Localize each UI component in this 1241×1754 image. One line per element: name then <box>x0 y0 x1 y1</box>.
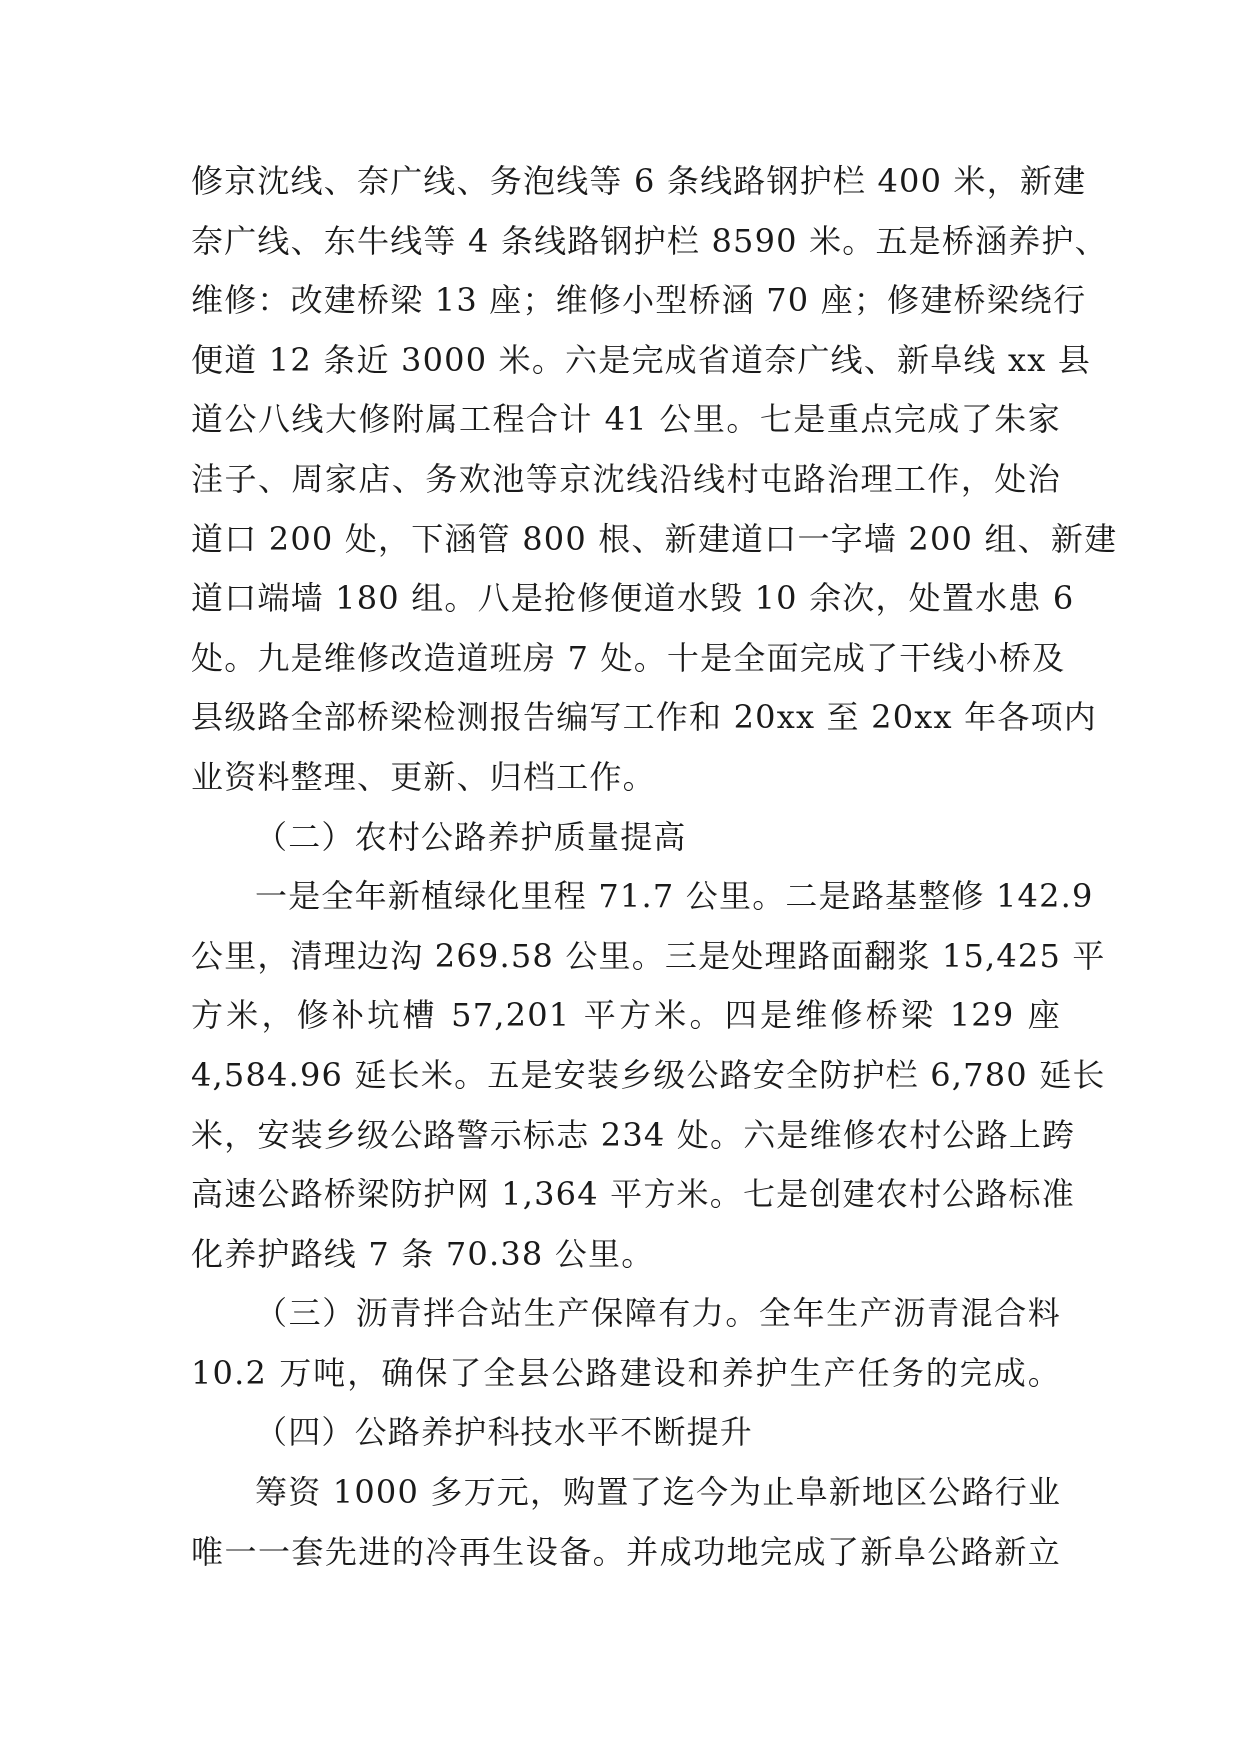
body-line: 公里，清理边沟 269.58 公里。三是处理路面翻浆 15,425 平 <box>191 936 1106 975</box>
body-line: 10.2 万吨，确保了全县公路建设和养护生产任务的完成。 <box>191 1353 1061 1392</box>
body-line: 修京沈线、奈广线、务泡线等 6 条线路钢护栏 400 米，新建 <box>191 162 1087 200</box>
body-line: 唯一一套先进的冷再生设备。并成功地完成了新阜公路新立 <box>191 1532 1061 1571</box>
body-line: 化养护路线 7 条 70.38 公里。 <box>191 1234 655 1273</box>
section-heading: （二）农村公路养护质量提高 <box>255 817 687 856</box>
section-heading: （四）公路养护科技水平不断提升 <box>255 1413 754 1452</box>
body-line: 县级路全部桥梁检测报告编写工作和 20xx 至 20xx 年各项内 <box>191 698 1097 737</box>
body-line: 维修：改建桥梁 13 座；维修小型桥涵 70 座；修建桥梁绕行 <box>191 281 1087 320</box>
body-line: 道口 200 处，下涵管 800 根、新建道口一字墙 200 组、新建 <box>191 519 1118 558</box>
body-line: 筹资 1000 多万元，购置了迄今为止阜新地区公路行业 <box>255 1473 1062 1512</box>
section-heading: （三）沥青拌合站生产保障有力。全年生产沥青混合料 <box>255 1294 1061 1333</box>
body-line: 高速公路桥梁防护网 1,364 平方米。七是创建农村公路标准 <box>191 1175 1075 1214</box>
body-line: 道公八线大修附属工程合计 41 公里。七是重点完成了朱家 <box>191 400 1061 439</box>
body-line: 奈广线、东牛线等 4 条线路钢护栏 8590 米。五是桥涵养护、 <box>191 221 1108 260</box>
document-body <box>191 152 1118 1582</box>
body-line: 业资料整理、更新、归档工作。 <box>191 757 656 796</box>
body-line: 洼子、周家店、务欢池等京沈线沿线村屯路治理工作，处治 <box>191 459 1061 498</box>
body-line: 方米，修补坑槽 57,201 平方米。四是维修桥梁 129 座 <box>191 996 1061 1035</box>
body-line: 4,584.96 延长米。五是安装乡级公路安全防护栏 6,780 延长 <box>191 1055 1106 1094</box>
body-line: 处。九是维修改造道班房 7 处。十是全面完成了干线小桥及 <box>191 638 1066 677</box>
body-line: 道口端墙 180 组。八是抢修便道水毁 10 余次，处置水患 6 <box>191 579 1075 618</box>
body-line: 一是全年新植绿化里程 71.7 公里。二是路基整修 142.9 <box>255 877 1094 916</box>
body-line: 便道 12 条近 3000 米。六是完成省道奈广线、新阜线 xx 县 <box>191 340 1092 379</box>
body-line: 米，安装乡级公路警示标志 234 处。六是维修农村公路上跨 <box>191 1115 1076 1154</box>
